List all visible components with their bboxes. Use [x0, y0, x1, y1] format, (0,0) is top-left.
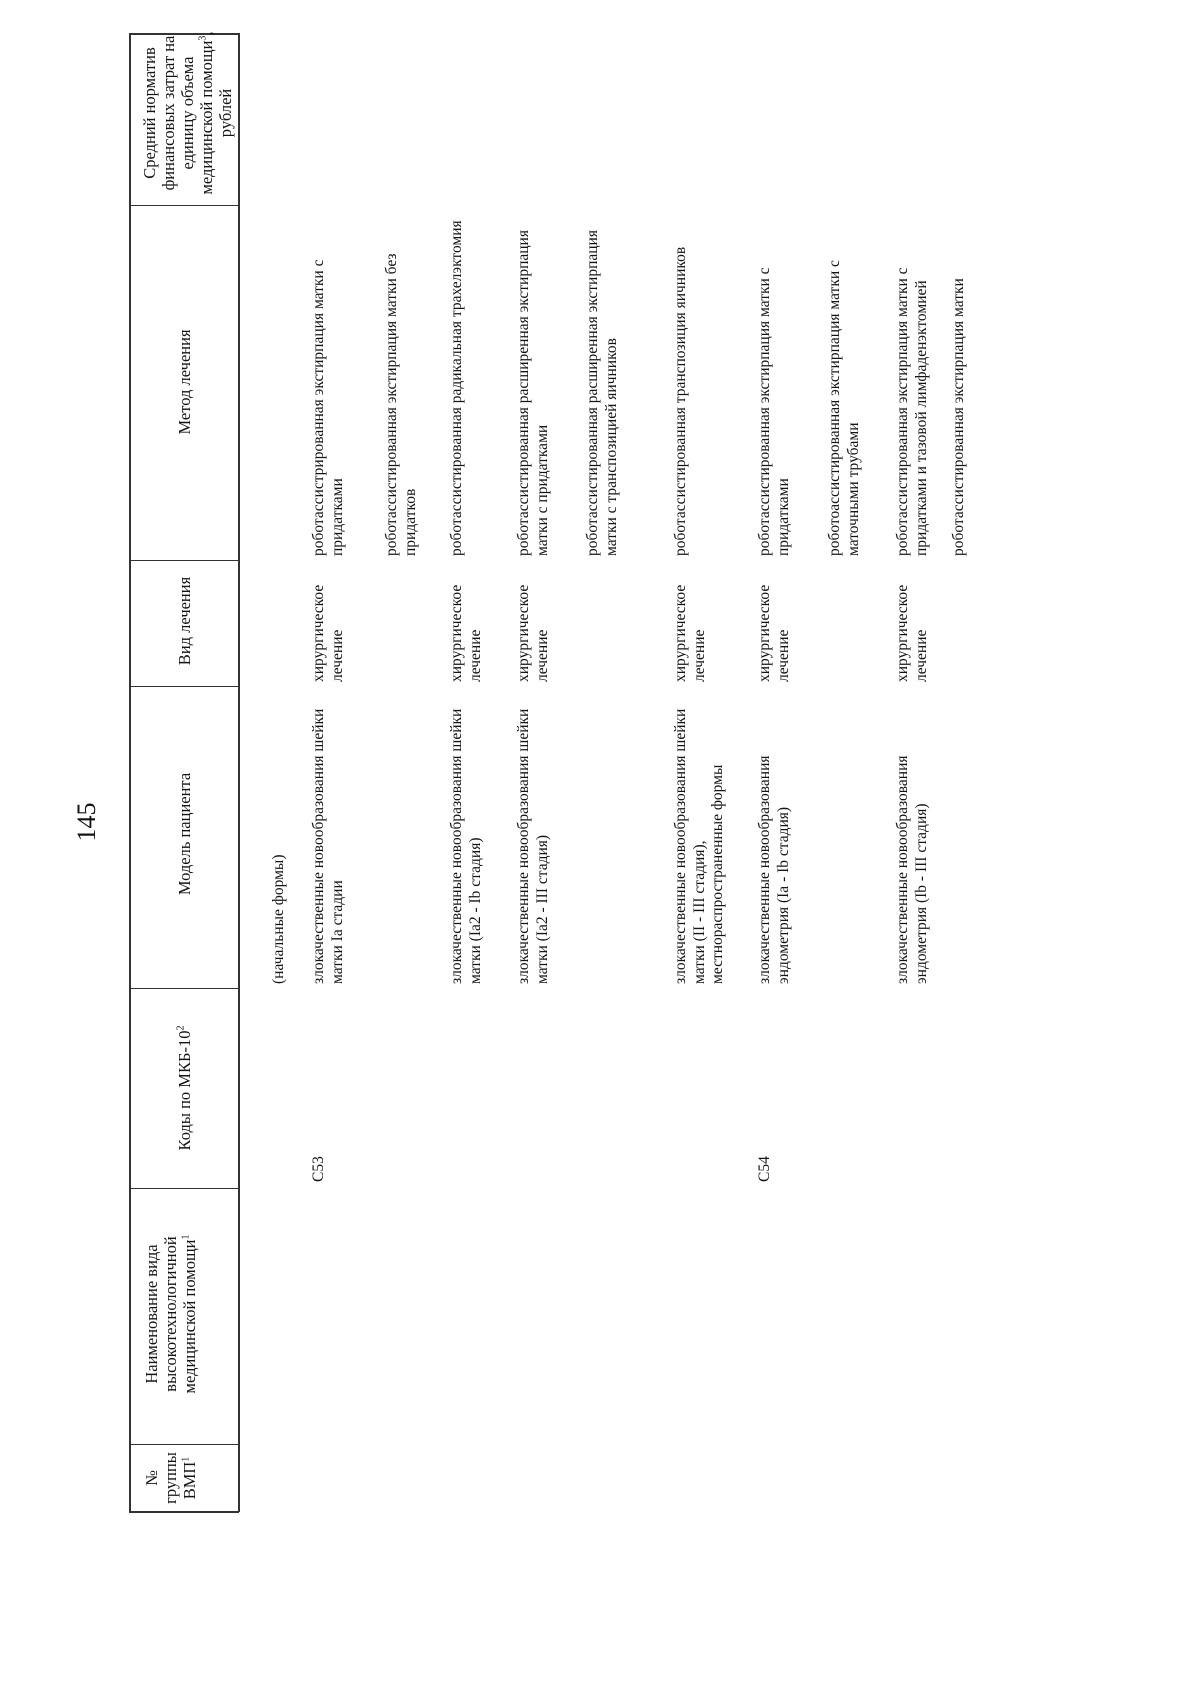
treatment-kind-2: хирургическое лечение — [448, 584, 484, 682]
treatment-method-2: роботассистированная радикальная трахелэктомия — [448, 220, 465, 556]
treatment-kind-5: хирургическое лечение — [756, 584, 792, 682]
header-divider-2 — [129, 1188, 239, 1189]
header-divider-1 — [129, 1444, 239, 1445]
page-number: 145 — [72, 802, 101, 842]
intro-note: (начальные формы) — [270, 854, 287, 984]
icd-code-c53: C53 — [310, 1156, 327, 1182]
treatment-method-6b: роботассистированная экстирпация матки — [950, 278, 967, 556]
header-patient-model: Модель пациента — [175, 772, 194, 896]
icd-code-c54: C54 — [756, 1156, 773, 1182]
header-border-right — [238, 33, 240, 1512]
treatment-method-4: роботассистированная транспозиция яичников — [672, 246, 689, 556]
treatment-method-3b: роботассистированная расширенная экстирпация матки с транспозицией яичников — [584, 230, 620, 556]
treatment-kind-6: хирургическое лечение — [894, 584, 930, 682]
treatment-kind-4: хирургическое лечение — [672, 584, 708, 682]
treatment-method-1a: роботассистрированная экстирпация матки с придатками — [310, 259, 346, 556]
header-divider-3 — [129, 988, 239, 989]
patient-model-5: злокачественные новообразования эндометрия (Ia - Ib стадия) — [756, 755, 792, 984]
header-treatment-method: Метод лечения — [175, 329, 194, 435]
treatment-kind-3: хирургическое лечение — [515, 584, 551, 682]
treatment-kind-1: хирургическое лечение — [310, 584, 346, 682]
patient-model-6: злокачественные новообразования эндометрия (Ib - III стадия) — [894, 755, 930, 984]
header-treatment-kind: Вид лечения — [175, 576, 194, 666]
treatment-method-6a: роботассистированная экстирпация матки с придатками и тазовой лимфаденэктомией — [894, 267, 930, 556]
patient-model-2: злокачественные новообразования шейки матки (Ia2 - Ib стадия) — [448, 708, 484, 984]
header-care-name: Наименование вида высокотехнологичной медицинской помощи$^1$ — [142, 1234, 199, 1394]
header-divider-6 — [129, 205, 239, 206]
header-border-bottom — [129, 1511, 239, 1513]
patient-model-1: злокачественные новообразования шейки матки Ia стадии — [310, 708, 346, 984]
header-group-number: № группы ВМП$^1$ — [142, 1452, 199, 1504]
treatment-method-5a: роботассистированная экстирпация матки с придатками — [756, 267, 792, 556]
patient-model-4: злокачественные новообразования шейки матки (II - III стадия), местнораспространенные формы — [672, 708, 726, 984]
header-border-left — [129, 33, 131, 1512]
patient-model-3: злокачественные новообразования шейки матки (Ia2 - III стадия) — [515, 708, 551, 984]
header-icd-codes: Коды по МКБ-$10^2$ — [175, 1025, 194, 1151]
treatment-method-3a: роботассистированная расширенная экстирпация матки с придатками — [515, 230, 551, 556]
header-cost-standard: Средний норматив финансовых затрат на единицу объема медицинской помощи$^3$, рублей — [140, 31, 235, 195]
treatment-method-1b: роботассистированная экстирпация матки без придатков — [383, 253, 419, 556]
treatment-method-5b: роботоассистированная экстирпация матки с маточными трубами — [826, 260, 862, 556]
